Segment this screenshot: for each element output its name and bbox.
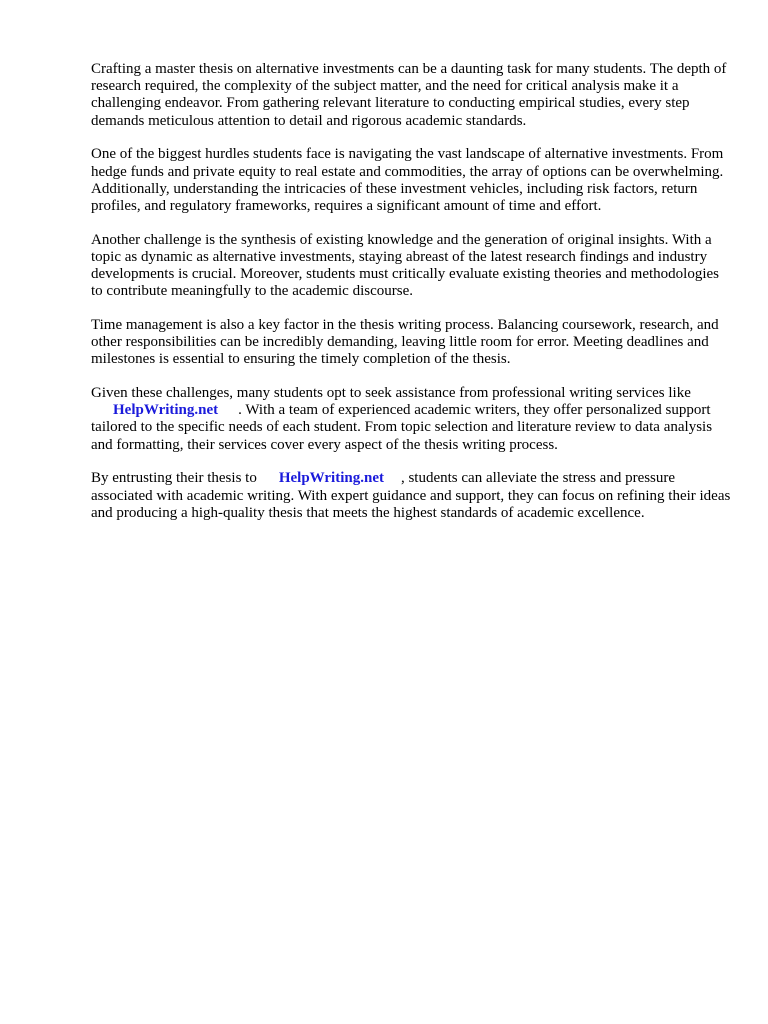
paragraph-entrusting-lead: By entrusting their thesis to xyxy=(91,470,257,487)
paragraph-synthesis: Another challenge is the synthesis of existing knowledge and the generation of original insights. With a topic as dynamic as alternative investments, staying abreast of the latest research findings and industry developments is crucial. Moreover, students must critically evaluate existing theories and methodologies to contribute meaningfully to the academic discourse. xyxy=(91,231,719,300)
paragraph-time-management: Time management is also a key factor in the thesis writing process. Balancing coursework, research, and other responsibilities can be incredibly demanding, leaving little room for error. Meeting deadlines and milestones is essential to ensuring the timely completion of the thesis. xyxy=(91,316,719,368)
paragraph-landscape: One of the biggest hurdles students face is navigating the vast landscape of alternative investments. From hedge funds and private equity to real estate and commodities, the array of options can be overwhelming. Additionally, understanding the intricacies of these investment vehicles, including risk factors, return profiles, and regulatory frameworks, requires a significant amount of time and effort. xyxy=(91,146,724,214)
paragraph-entrusting-rest: , students can alleviate the stress and pressure associated with academic writing. With expert guidance and support, they can focus on refining their ideas and producing a high-quality thesis that meets the highest standards of academic excellence. xyxy=(91,470,731,521)
paragraph-entrusting xyxy=(91,470,731,522)
paragraph-assistance-lead: Given these challenges, many students opt to seek assistance from professional writing services like xyxy=(91,385,691,402)
paragraph-assistance-rest: . With a team of experienced academic writers, they offer personalized support tailored to the specific needs of each student. From topic selection and literature review to data analysis and formatting, their services cover every aspect of the thesis writing process. xyxy=(91,402,713,453)
paragraph-intro: Crafting a master thesis on alternative investments can be a daunting task for many students. The depth of research required, the complexity of the subject matter, and the need for critical analysis make it a challenging endeavor. From gathering relevant literature to conducting empirical studies, every step demands meticulous attention to detail and rigorous academic standards. xyxy=(91,61,727,129)
helpwriting-link-2[interactable]: HelpWriting.net xyxy=(278,470,384,487)
paragraph-assistance xyxy=(91,385,731,454)
helpwriting-link[interactable]: HelpWriting.net xyxy=(113,402,219,419)
document-body xyxy=(91,61,731,538)
